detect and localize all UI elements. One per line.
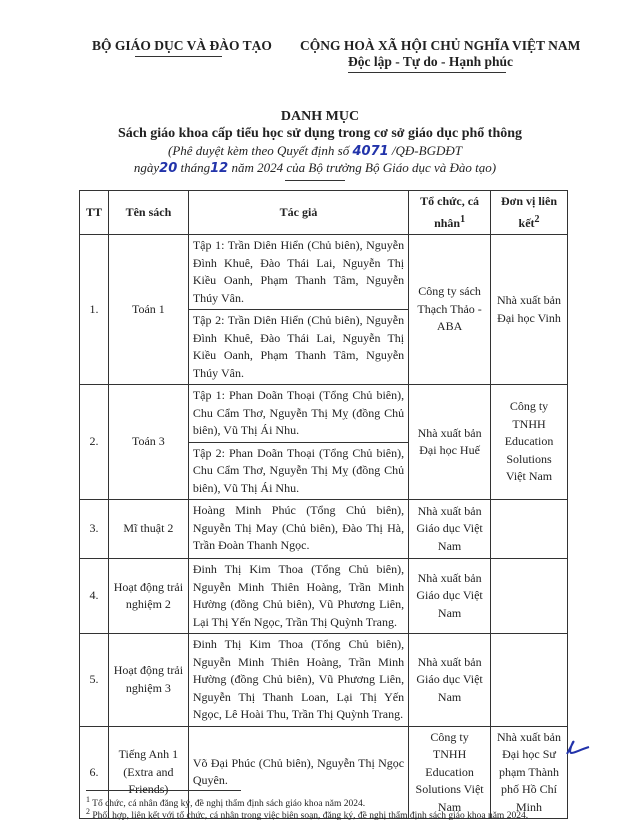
textbook-table [79,190,568,822]
month: 12 [210,161,229,176]
row-number: 2. [80,385,109,500]
table-row [80,500,568,559]
national-title: CỘNG HOÀ XÃ HỘI CHỦ NGHĨA VIỆT NAM [300,38,581,53]
header-partner [491,191,568,235]
partner: Nhà xuất bản Đại học Sư phạm Thành phố Hồ Chí Minh [491,726,568,819]
row-number: 5. [80,634,109,727]
partner [491,559,568,634]
book-name: Toán 1 [108,235,188,385]
ministry-name: BỘ GIÁO DỤC VÀ ĐÀO TẠO [92,38,272,53]
document-title: DANH MỤC [280,109,360,124]
header-book-name: Tên sách [108,191,188,235]
book-name: Hoạt động trải nghiệm 3 [108,634,188,727]
header-authors: Tác giả [188,191,408,235]
partner [491,634,568,727]
footnote-ref: 1 [460,213,466,225]
footnote-2 [86,807,528,821]
table-row [80,385,568,443]
day: 20 [159,161,178,176]
row-number: 1. [80,235,109,385]
approval-line-2 [0,160,620,176]
footnote-ref: 2 [534,213,540,225]
divider [348,72,506,73]
organization: Nhà xuất bản Đại học Huế [409,385,491,500]
partner: Công ty TNHH Education Solutions Việt Nam [491,385,568,500]
organization: Công ty sách Thạch Thảo - ABA [409,235,491,385]
row-number: 3. [80,500,109,559]
authors: Hoàng Minh Phúc (Tổng Chủ biên), Nguyễn Thị May (Chủ biên), Đào Thị Hà, Trần Đoàn Thanh Ngọc. [188,500,408,559]
authors: Tập 2: Trần Diên Hiển (Chủ biên), Nguyễn Đình Khuê, Đào Thái Lai, Nguyễn Thị Kiều Oanh, Phạm Thanh Tâm, Nguyễn Thúy Vân. [188,310,408,385]
organization: Nhà xuất bản Giáo dục Việt Nam [409,500,491,559]
footnote-text: Phối hợp, liên kết với tổ chức, cá nhân trong việc biên soạn, đăng ký, đề nghị thẩm định sách giáo khoa năm 2024. [89,811,529,822]
partner [491,500,568,559]
authors: Đinh Thị Kim Thoa (Tổng Chủ biên), Nguyễn Minh Thiên Hoàng, Trần Minh Hường (đồng Chủ biên), Vũ Phương Liên, Lại Thị Yến Ngọc, Trần Thị Quỳnh Trang. [188,559,408,634]
header-tt: TT [80,191,109,235]
national-motto: Độc lập - Tự do - Hạnh phúc [348,54,514,69]
initials-mark-icon [563,738,593,758]
month-label: tháng [177,160,211,175]
footnote-mark: 2 [86,807,90,816]
table-row [80,634,568,727]
partner: Nhà xuất bản Đại học Vinh [491,235,568,385]
document-subtitle: Sách giáo khoa cấp tiểu học sử dụng trong cơ sở giáo dục phổ thông [117,126,523,141]
approval-line-1 [0,143,620,159]
authors: Võ Đại Phúc (Chủ biên), Nguyễn Thị Ngọc Quyên. [188,726,408,819]
row-number: 6. [80,726,109,819]
approval-suffix: /QĐ-BGDĐT [388,143,462,158]
authors: Tập 1: Trần Diên Hiển (Chủ biên), Nguyễn Đình Khuê, Đào Thái Lai, Nguyễn Thị Kiều Oanh, Phạm Thanh Tâm, Nguyễn Thúy Vân. [188,235,408,310]
footnote-mark: 1 [86,795,90,804]
authors: Đinh Thị Kim Thoa (Tổng Chủ biên), Nguyễn Minh Thiên Hoàng, Trần Minh Hường (đồng Chủ biên), Vũ Phương Liên, Nguyễn Thị Thanh Loan, Lại Thị Yến Ngọc, Lê Hoài Thu, Trần Thị Quỳnh Trang. [188,634,408,727]
divider [285,180,345,181]
organization: Nhà xuất bản Giáo dục Việt Nam [409,634,491,727]
row-number: 4. [80,559,109,634]
table-row [80,235,568,310]
footnote-divider [86,790,241,791]
authors: Tập 2: Phan Doãn Thoại (Tổng Chủ biên), Chu Cẩm Thơ, Nguyễn Thị Mỵ (đồng Chủ biên), Vũ Thị Ái Nhu. [188,442,408,500]
book-name: Tiếng Anh 1 (Extra and Friends) [108,726,188,819]
header-organization [409,191,491,235]
table-header-row [80,191,568,235]
organization: Công ty TNHH Education Solutions Việt Nam [409,726,491,819]
authors: Tập 1: Phan Doãn Thoại (Tổng Chủ biên), Chu Cẩm Thơ, Nguyễn Thị Mỵ (đồng Chủ biên), Vũ Thị Ái Nhu. [188,385,408,443]
table-row [80,559,568,634]
day-label: ngày [133,160,160,175]
footnote-text: Tổ chức, cá nhân đăng ký, đề nghị thẩm định sách giáo khoa năm 2024. [89,799,366,810]
approval-prefix: (Phê duyệt kèm theo Quyết định số [168,143,353,158]
book-name: Toán 3 [108,385,188,500]
divider [135,56,222,57]
book-name: Hoạt động trải nghiệm 2 [108,559,188,634]
header-partner-label: Đơn vị liên kết [501,194,558,230]
organization: Nhà xuất bản Giáo dục Việt Nam [409,559,491,634]
approval-line2-suffix: năm 2024 của Bộ trưởng Bộ Giáo dục và Đào tạo) [228,160,497,175]
decision-number: 4071 [352,144,389,159]
header-organization-label: Tổ chức, cá nhân [420,194,480,230]
book-name: Mĩ thuật 2 [108,500,188,559]
